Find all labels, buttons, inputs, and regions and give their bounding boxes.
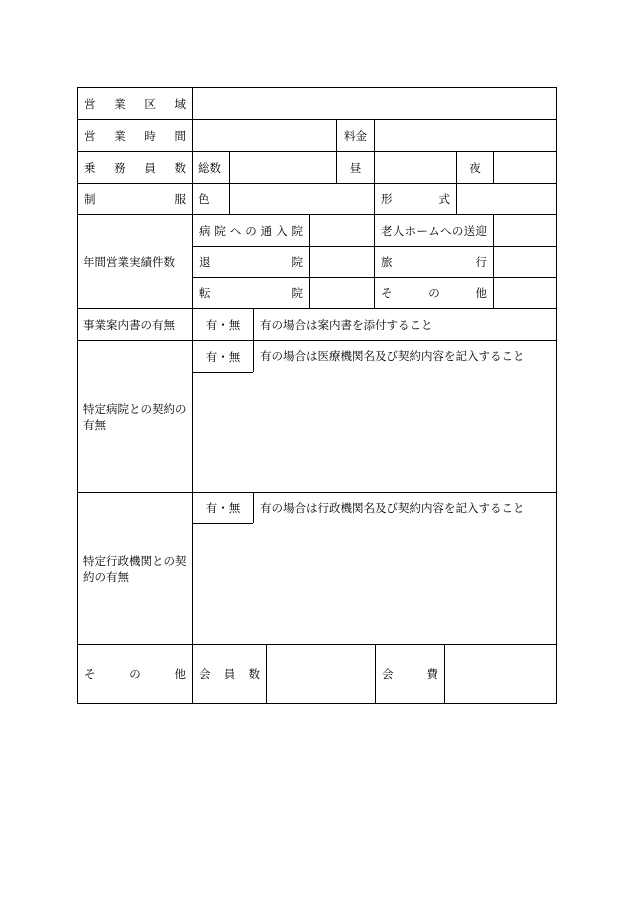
business-area-label: 営業区域 <box>84 96 186 111</box>
transfer-label: 転院 <box>199 286 303 300</box>
membership-fee-label: 会費 <box>382 667 438 681</box>
discharge-label: 退院 <box>199 255 303 269</box>
crew-count-label: 乗務員数 <box>84 160 186 175</box>
row-line <box>192 372 253 373</box>
annual-cases-label: 年間営業実績件数 <box>83 254 175 269</box>
style-label: 形式 <box>381 192 450 206</box>
brochure-yes-no[interactable]: 有・無 <box>205 317 241 332</box>
other-small-label: その他 <box>381 286 487 300</box>
hospital-commute-label: 病院への通入院 <box>199 223 303 238</box>
brochure-note: 有の場合は案内書を添付すること <box>260 317 433 332</box>
night-label: 夜 <box>469 160 481 175</box>
member-count-label: 会員数 <box>199 667 260 681</box>
day-label: 昼 <box>349 160 362 175</box>
fee-label: 料金 <box>344 128 367 143</box>
brochure-label: 事業案内書の有無 <box>83 317 175 332</box>
nursing-home-label: 老人ホームへの送迎 <box>381 223 487 238</box>
other-label: その他 <box>84 667 186 681</box>
col-line <box>374 151 375 183</box>
row-line <box>192 523 253 524</box>
business-hours-label: 営業時間 <box>84 128 186 143</box>
total-label: 総数 <box>198 160 221 175</box>
col-line <box>493 151 494 183</box>
travel-label: 旅行 <box>381 255 487 269</box>
uniform-label: 制服 <box>84 192 186 206</box>
gov-contract-label: 特定行政機関との契約の有無 <box>83 553 187 584</box>
col-line <box>374 119 375 151</box>
col-line <box>309 214 310 308</box>
col-line <box>456 183 457 214</box>
col-line <box>556 87 557 704</box>
hospital-contract-yes-no[interactable]: 有・無 <box>205 349 241 364</box>
color-label: 色 <box>198 192 210 206</box>
col-line <box>493 214 494 308</box>
hospital-contract-note: 有の場合は医療機関名及び契約内容を記入すること <box>260 349 525 363</box>
gov-contract-yes-no[interactable]: 有・無 <box>205 501 241 515</box>
row-line <box>77 703 557 704</box>
col-line <box>229 151 230 214</box>
col-line <box>444 644 445 703</box>
col-line <box>266 644 267 703</box>
hospital-contract-label: 特定病院との契約の有無 <box>83 401 187 432</box>
gov-contract-note: 有の場合は行政機関名及び契約内容を記入すること <box>260 501 525 515</box>
